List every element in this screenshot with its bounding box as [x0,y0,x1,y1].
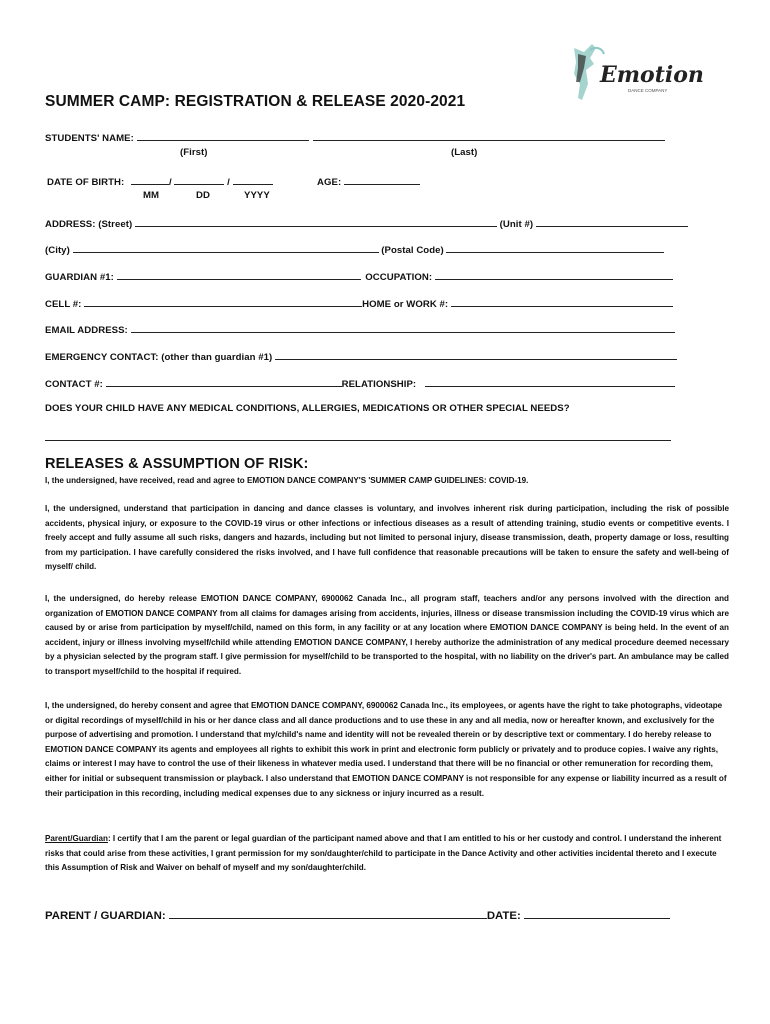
parent-guardian-text: : I certify that I am the parent or legal guardian of the participant named above and that I am entitled to his or her custody and control. I understand the inherent risks that could arise from these activities, I grant permission for my son/daughter/child to participate in the Dance Activity and other activities incidental thereto and I execute this Assumption of Risk and Waiver on behalf of myself and my son/daughter/child. [45,834,722,873]
city-field[interactable] [73,242,379,253]
unit-label: (Unit #) [499,219,534,230]
medical-answer-field[interactable] [45,440,671,441]
emergency-field[interactable] [275,349,677,360]
dob-label: DATE OF BIRTH: [47,177,125,188]
parent-guardian-signature-label: PARENT / GUARDIAN: [45,910,166,922]
svg-text:DANCE COMPANY: DANCE COMPANY [628,88,668,93]
home-work-field[interactable] [451,296,673,307]
email-label: EMAIL ADDRESS: [45,325,128,336]
signature-row [45,906,670,922]
address-label: ADDRESS: (Street) [45,219,133,230]
guardian-field[interactable] [117,269,361,280]
relationship-label: RELATIONSHIP: [341,379,417,390]
guardian-label: GUARDIAN #1: [45,272,114,283]
date-field[interactable] [524,906,670,919]
parent-guardian-label: Parent/Guardian [45,834,108,843]
city-row [45,242,664,256]
mm-label: MM [143,190,160,201]
cell-row [45,296,673,310]
age-label: AGE: [317,177,342,188]
emergency-row [45,349,677,363]
cell-label: CELL #: [45,299,82,310]
contact-field[interactable] [106,376,342,387]
page-title: SUMMER CAMP: REGISTRATION & RELEASE 2020-2021 [45,93,466,110]
parent-guardian-signature-field[interactable] [169,906,487,919]
release-paragraph-4 [45,832,729,876]
dancer-logo-icon [556,40,704,106]
dob-dd-field[interactable] [174,174,224,185]
release-paragraph-3: I, the undersigned, do hereby consent and agree that EMOTION DANCE COMPANY, 6900062 Canada Inc., its employees, or agents have the right to take photographs, videotape or digital recordings of myself/child in his or her dance class and all dance productions and to use these in any and all media, now or hereafter known, and exclusively for the purpose of advertising and promotion. I understand that my/child's name and identity will not be revealed therein or by descriptive text or commentary. I do hereby release to EMOTION DANCE COMPANY its agents and employees all rights to exhibit this work in print and electronic form publicly or privately and to produce copies. I waive any rights, claims or interest I may have to control the use of their likeness in whatever media used. I understand that there will be no financial or other remuneration for recording them, either for initial or subsequent transmission or playback. I also understand that EMOTION DANCE COMPANY is not responsible for any expense or liability incurred as a result of their participation in this recording, including medical expenses due to any sickness or injury incurred as a result. [45,701,727,798]
releases-intro: I, the undersigned, have received, read and agree to EMOTION DANCE COMPANY'S 'SUMMER CAMP GUIDELINES: COVID-19. [45,476,529,485]
relationship-field[interactable] [425,376,675,387]
postal-field[interactable] [446,242,664,253]
dd-label: DD [196,190,210,201]
dob-mm-field[interactable] [131,174,169,185]
city-label: (City) [45,245,70,256]
postal-label: (Postal Code) [381,245,444,256]
company-logo [556,40,704,106]
yyyy-label: YYYY [244,190,270,201]
occupation-label: OCCUPATION: [365,272,433,283]
email-row [45,322,675,336]
releases-heading: RELEASES & ASSUMPTION OF RISK: [45,456,309,472]
medical-question: DOES YOUR CHILD HAVE ANY MEDICAL CONDITIONS, ALLERGIES, MEDICATIONS OR OTHER SPECIAL NEEDS? [45,403,570,414]
unit-field[interactable] [536,216,688,227]
contact-label: CONTACT #: [45,379,103,390]
svg-text:Emotion: Emotion [600,62,704,88]
street-field[interactable] [135,216,497,227]
age-field[interactable] [344,174,420,185]
emergency-label: EMERGENCY CONTACT: (other than guardian #1) [45,352,273,363]
dob-yyyy-field[interactable] [233,174,273,185]
cell-field[interactable] [84,296,362,307]
email-field[interactable] [131,322,675,333]
address-row [45,216,688,230]
release-paragraph-2: I, the undersigned, do hereby release EMOTION DANCE COMPANY, 6900062 Canada Inc., all program staff, teachers and/or any persons involved with the direction and organization of EMOTION DANCE COMPANY from all claims for damages arising from accidents, injuries, illness or disease transmission including the COVID-19 virus which are caused by or arise from participation by myself/child, named on this form, in any facility or at any location where EMOTION DANCE COMPANY is being held. In the event of an accident, injury or illness involving myself/child while attending EMOTION DANCE COMPANY, I hereby authorize the administration of any medical procedure deemed necessary by a physician selected by the program staff. I give permission for myself/child to be transported to the hospital, with no liability on the driver's part. An ambulance may be called to transport myself/child to the hospital if required. [45,594,729,676]
date-label: DATE: [486,910,521,922]
first-label: (First) [180,147,208,158]
student-name-row [45,130,665,144]
home-work-label: HOME or WORK #: [362,299,449,310]
release-paragraph-1: I, the undersigned, understand that participation in dancing and dance classes is voluntary, and involves inherent risk during participation, including the risk of possible accidents, physical injury, or exposure to the COVID-19 virus or other infections or infectious diseases as a result of attending training, studio events or competitive events. I freely accept and fully assume all such risks, dangers and hazards, including but not limited to personal injury, disease transmission, death, property damage or loss, resulting from my participation. I have carefully considered the risks involved, and I have full confidence that reasonable precautions will be taken to ensure the safety and well-being of myself/ child. [45,504,729,572]
age-row [317,174,420,188]
guardian-row [45,269,673,283]
contact-row [45,376,675,390]
student-last-name-field[interactable] [313,130,665,141]
student-name-label: STUDENTS' NAME: [45,133,134,144]
last-label: (Last) [451,147,478,158]
occupation-field[interactable] [435,269,673,280]
student-first-name-field[interactable] [137,130,309,141]
dob-row: DATE OF BIRTH: / / [47,174,273,188]
